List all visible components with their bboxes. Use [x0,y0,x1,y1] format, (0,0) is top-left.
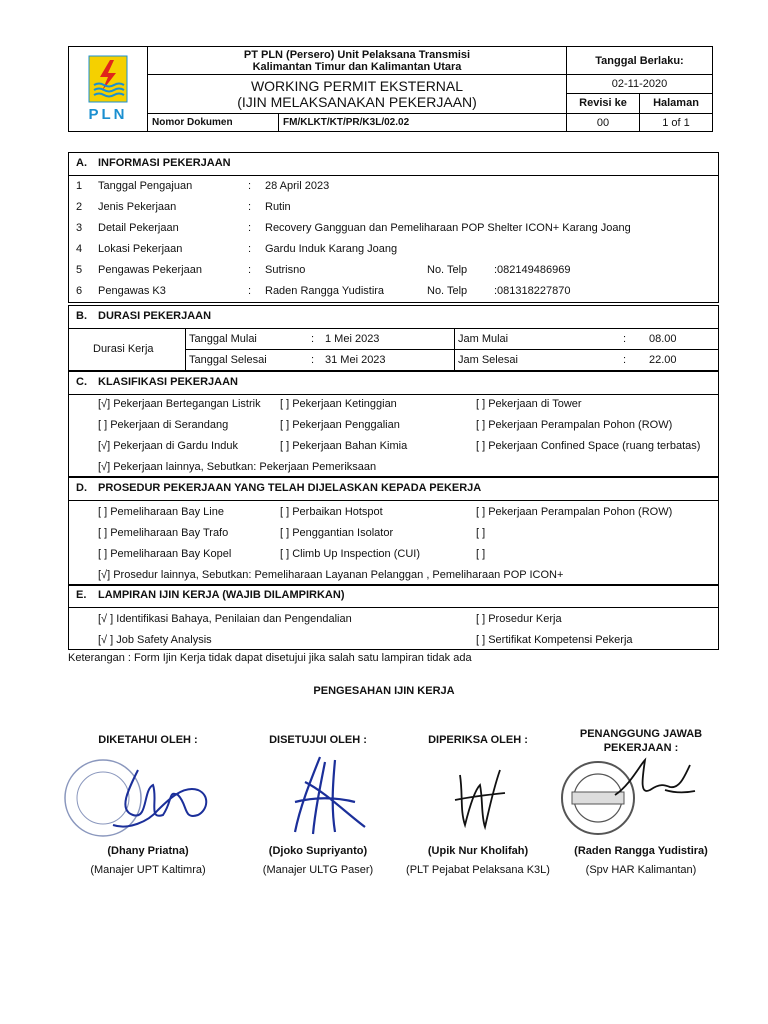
checkbox-item[interactable]: [ ] Pekerjaan Perampalan Pohon (ROW) [476,419,673,431]
sig-role-4-line1: PENANGGUNG JAWAB [579,728,703,740]
row-value: Sutrisno [265,264,306,276]
section-informasi-pekerjaan [68,152,719,303]
section-c-header [69,372,718,395]
checkbox-item[interactable]: [√] Pekerjaan lainnya, Sebutkan: Pekerjaan Pemeriksaan [98,461,377,473]
nomor-dokumen-value: FM/KLKT/KT/PR/K3L/02.02 [279,114,567,132]
checkbox-item[interactable]: [ ] Pekerjaan Confined Space (ruang terbatas) [476,440,701,452]
checkbox-item[interactable]: [ ] Pekerjaan Penggalian [280,419,400,431]
nomor-dokumen-label: Nomor Dokumen [148,114,279,132]
row-value: Recovery Gangguan dan Pemeliharaan POP Shelter ICON+ Karang Joang [265,222,631,234]
row-separator: : [248,222,252,234]
tanggal-mulai-value: 1 Mei 2023 [325,333,380,345]
sep: : [623,333,627,345]
tanggal-selesai-value: 31 Mei 2023 [325,354,386,366]
section-d-title: PROSEDUR PEKERJAAN YANG TELAH DIJELASKAN KEPADA PEKERJA [98,482,482,494]
checkbox-item[interactable]: [ ] Sertifikat Kompetensi Pekerja [476,634,633,646]
section-e-header [69,585,718,608]
section-a-title: INFORMASI PEKERJAAN [98,157,231,169]
sig-role-1: DIKETAHUI OLEH : [98,734,198,746]
tanggal-berlaku-label: Tanggal Berlaku: [567,47,713,75]
checkbox-item[interactable]: [ ] Prosedur Kerja [476,613,562,625]
row-separator: : [248,180,252,192]
tanggal-selesai-label: Tanggal Selesai [189,354,267,366]
row-label: Pengawas K3 [98,285,166,297]
row-separator: : [248,285,252,297]
title-line-1: WORKING PERMIT EKSTERNAL [250,78,464,94]
revisi-value: 00 [567,114,640,132]
pengesahan-title: PENGESAHAN IJIN KERJA [313,685,455,697]
row-label: Lokasi Pekerjaan [98,243,183,255]
section-c-title: KLASIFIKASI PEKERJAAN [98,376,238,388]
sig-name-2: (Djoko Supriyanto) [268,845,368,857]
sig-role-3: DIPERIKSA OLEH : [428,734,528,746]
row-separator: : [248,264,252,276]
checkbox-item[interactable]: [ ] Pekerjaan di Tower [476,398,582,410]
checkbox-item[interactable]: [ ] Pemeliharaan Bay Line [98,506,224,518]
revisi-halaman-labels [567,94,712,113]
row-label: Pengawas Pekerjaan [98,264,202,276]
section-d-header [69,478,718,501]
checkbox-item[interactable]: [ ] Pekerjaan Perampalan Pohon (ROW) [476,506,673,518]
checkbox-item[interactable]: [√] Pekerjaan di Gardu Induk [98,440,238,452]
pln-logo-cell [69,47,148,132]
sep: : [311,354,315,366]
row-number: 5 [76,264,83,276]
signature-upik [445,755,515,838]
row-value: Gardu Induk Karang Joang [265,243,398,255]
row-tel-value: :081318227870 [494,285,571,297]
sig-title-2: (Manajer ULTG Paser) [262,864,374,876]
section-d-letter: D. [76,482,87,494]
checkbox-item[interactable]: [√ ] Identifikasi Bahaya, Penilaian dan Pengendalian [98,613,352,625]
revisi-label: Revisi ke [567,94,640,113]
row-number: 3 [76,222,83,234]
sep: : [623,354,627,366]
row-label: Tanggal Pengajuan [98,180,193,192]
section-lampiran-ijin-kerja [68,584,719,650]
halaman-label: Halaman [653,97,699,109]
row-number: 1 [76,180,83,192]
tanggal-berlaku-value: 02-11-2020 [567,75,712,94]
org-line-2: Kalimantan Timur dan Kalimantan Utara [252,60,462,73]
section-a-letter: A. [76,157,87,169]
row-tel-value: :082149486969 [494,264,571,276]
row-number: 6 [76,285,83,297]
sig-name-1: (Dhany Priatna) [107,845,189,857]
checkbox-item[interactable]: [ ] [476,548,486,560]
row-value: Rutin [265,201,291,213]
section-durasi-pekerjaan [68,305,719,371]
checkbox-item[interactable]: [√] Pekerjaan Bertegangan Listrik [98,398,261,410]
section-klasifikasi-pekerjaan [68,371,719,477]
section-b-title: DURASI PEKERJAAN [98,310,212,322]
checkbox-item[interactable]: [√ ] Job Safety Analysis [98,634,212,646]
sig-title-4: (Spv HAR Kalimantan) [585,864,697,876]
section-b-header [69,306,718,329]
pln-lightning-icon [88,55,128,103]
jam-mulai-value: 08.00 [649,333,677,345]
checkbox-item[interactable]: [ ] Climb Up Inspection (CUI) [280,548,420,560]
row-tel-label: No. Telp [427,264,468,276]
checkbox-item[interactable]: [ ] Pekerjaan Ketinggian [280,398,397,410]
jam-selesai-label: Jam Selesai [458,354,518,366]
checkbox-item[interactable]: [ ] Pekerjaan di Serandang [98,419,229,431]
sep: : [311,333,315,345]
jam-mulai-label: Jam Mulai [458,333,509,345]
checkbox-item[interactable]: [ ] Perbaikan Hotspot [280,506,383,518]
row-number: 2 [76,201,83,213]
checkbox-item[interactable]: [ ] Pemeliharaan Bay Kopel [98,548,232,560]
pln-logo-text: PLN [88,106,128,123]
org-name [148,47,567,75]
section-b-letter: B. [76,310,87,322]
section-e-title: LAMPIRAN IJIN KERJA (WAJIB DILAMPIRKAN) [98,589,345,601]
sig-name-3: (Upik Nur Kholifah) [427,845,529,857]
date-revisi-cell [567,75,713,114]
checkbox-item[interactable]: [ ] Penggantian Isolator [280,527,394,539]
halaman-value: 1 of 1 [640,114,713,132]
row-value: 28 April 2023 [265,180,330,192]
keterangan-note: Keterangan : Form Ijin Kerja tidak dapat disetujui jika salah satu lampiran tidak ada [68,652,472,664]
document-header [68,46,713,132]
row-tel-label: No. Telp [427,285,468,297]
document-title [148,75,567,114]
sig-role-4-line2: PEKERJAAN : [603,742,679,754]
checkbox-item[interactable]: [ ] Pekerjaan Bahan Kimia [280,440,408,452]
row-label: Jenis Pekerjaan [98,201,177,213]
signature-dhany [98,760,218,843]
row-number: 4 [76,243,83,255]
checkbox-item[interactable]: [√] Prosedur lainnya, Sebutkan: Pemeliharaan Layanan Pelanggan , Pemeliharaan POP ICON+ [98,569,564,581]
sig-name-4: (Raden Rangga Yudistira) [574,845,708,857]
section-e-letter: E. [76,589,87,601]
row-separator: : [248,243,252,255]
sig-title-1: (Manajer UPT Kaltimra) [90,864,206,876]
section-c-letter: C. [76,376,87,388]
row-value: Raden Rangga Yudistira [265,285,385,297]
jam-selesai-value: 22.00 [649,354,677,366]
sig-role-4 [556,727,726,755]
signature-djoko [275,752,375,845]
row-label: Detail Pekerjaan [98,222,179,234]
checkbox-item[interactable]: [ ] Pemeliharaan Bay Trafo [98,527,229,539]
title-line-2: (IJIN MELAKSANAKAN PEKERJAAN) [237,94,477,110]
pln-logo [78,55,138,123]
tanggal-mulai-label: Tanggal Mulai [189,333,257,345]
sig-title-3: (PLT Pejabat Pelaksana K3L) [406,864,550,876]
section-prosedur-pekerjaan [68,477,719,586]
signature-raden [610,755,700,818]
section-a-header [69,153,718,176]
row-separator: : [248,201,252,213]
durasi-kerja-label: Durasi Kerja [93,343,154,355]
sig-role-2: DISETUJUI OLEH : [269,734,367,746]
org-line-1: PT PLN (Persero) Unit Pelaksana Transmisi [243,48,471,61]
checkbox-item[interactable]: [ ] [476,527,486,539]
